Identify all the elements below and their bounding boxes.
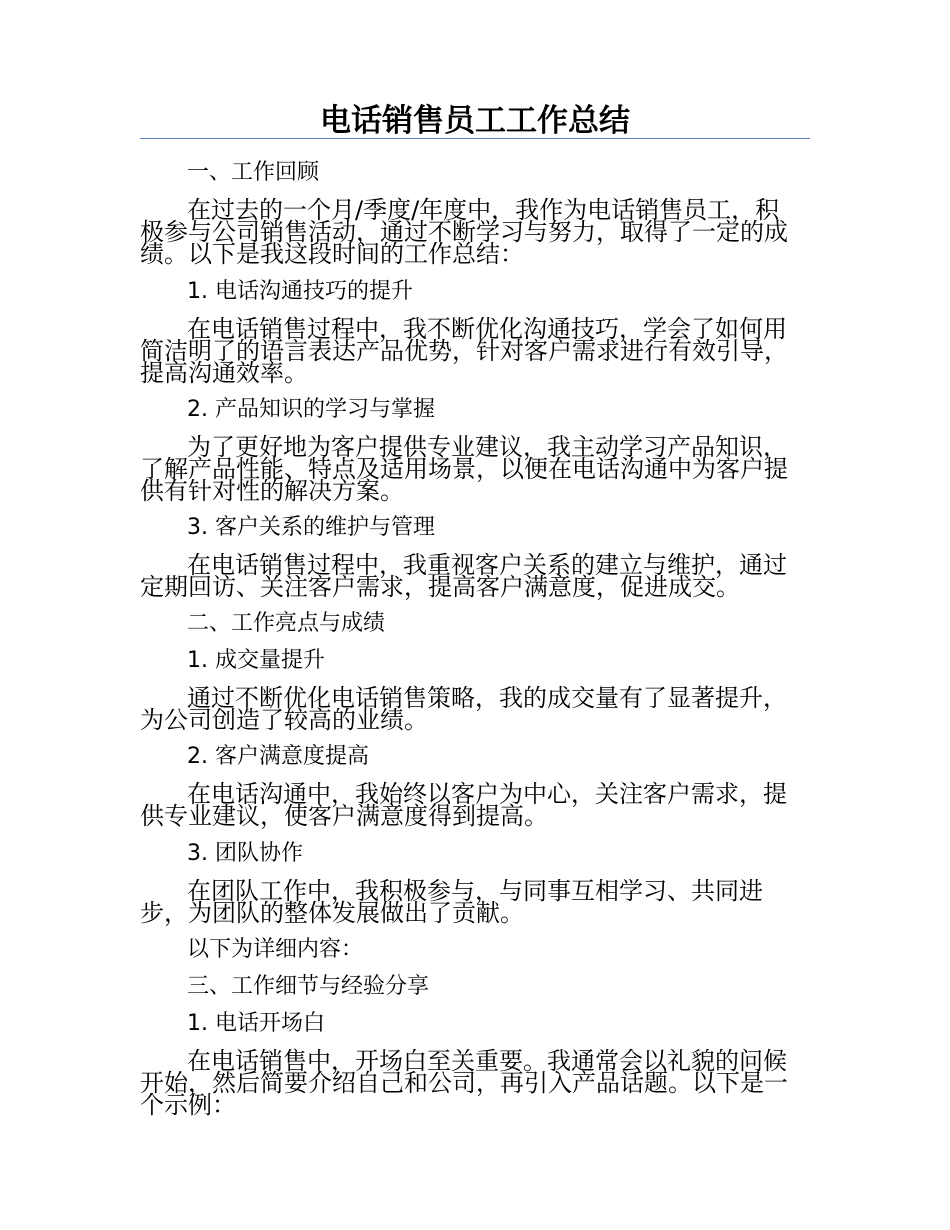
paragraph-line: 在电话沟通中，我始终以客户为中心，关注客户需求，提 (187, 780, 787, 808)
paragraph-line: 在过去的一个月/季度/年度中，我作为电话销售员工，积 (187, 196, 780, 224)
subsection-heading: 1. 成交量提升 (187, 648, 325, 673)
section-heading: 三、工作细节与经验分享 (187, 974, 430, 999)
paragraph-line: 个示例： (140, 1091, 236, 1119)
paragraph-line: 了解产品性能、特点及适用场景，以便在电话沟通中为客户提 (140, 455, 788, 483)
paragraph-line: 以下为详细内容： (187, 937, 364, 962)
title-underline (140, 138, 810, 139)
paragraph-line: 为公司创造了较高的业绩。 (140, 706, 428, 734)
paragraph-line: 定期回访、关注客户需求，提高客户满意度，促进成交。 (140, 573, 740, 601)
subsection-heading: 2. 产品知识的学习与掌握 (187, 397, 435, 422)
paragraph-line: 在团队工作中，我积极参与，与同事互相学习、共同进 (187, 877, 763, 905)
paragraph-line: 极参与公司销售活动，通过不断学习与努力，取得了一定的成 (140, 218, 788, 246)
subsection-heading: 1. 电话开场白 (187, 1011, 325, 1036)
section-heading: 一、工作回顾 (187, 160, 320, 185)
paragraph-line: 提高沟通效率。 (140, 359, 308, 387)
subsection-heading: 1. 电话沟通技巧的提升 (187, 279, 413, 304)
paragraph-line: 供专业建议，使客户满意度得到提高。 (140, 802, 548, 830)
document-title: 电话销售员工工作总结 (320, 103, 630, 139)
paragraph-line: 供有针对性的解决方案。 (140, 477, 404, 505)
subsection-heading: 2. 客户满意度提高 (187, 744, 369, 769)
paragraph-line: 开始，然后简要介绍自己和公司，再引入产品话题。以下是一 (140, 1069, 788, 1097)
section-heading: 二、工作亮点与成绩 (187, 611, 386, 636)
paragraph-line: 为了更好地为客户提供专业建议，我主动学习产品知识， (187, 433, 787, 461)
paragraph-line: 绩。以下是我这段时间的工作总结： (140, 240, 524, 268)
subsection-heading: 3. 团队协作 (187, 841, 303, 866)
paragraph-line: 在电话销售中，开场白至关重要。我通常会以礼貌的问候 (187, 1047, 787, 1075)
paragraph-line: 简洁明了的语言表达产品优势，针对客户需求进行有效引导， (140, 337, 788, 365)
paragraph-line: 在电话销售过程中，我不断优化沟通技巧，学会了如何用 (187, 315, 787, 343)
subsection-heading: 3. 客户关系的维护与管理 (187, 515, 435, 540)
paragraph-line: 在电话销售过程中，我重视客户关系的建立与维护，通过 (187, 551, 787, 579)
paragraph-line: 通过不断优化电话销售策略，我的成交量有了显著提升， (187, 684, 787, 712)
paragraph-line: 步，为团队的整体发展做出了贡献。 (140, 899, 524, 927)
